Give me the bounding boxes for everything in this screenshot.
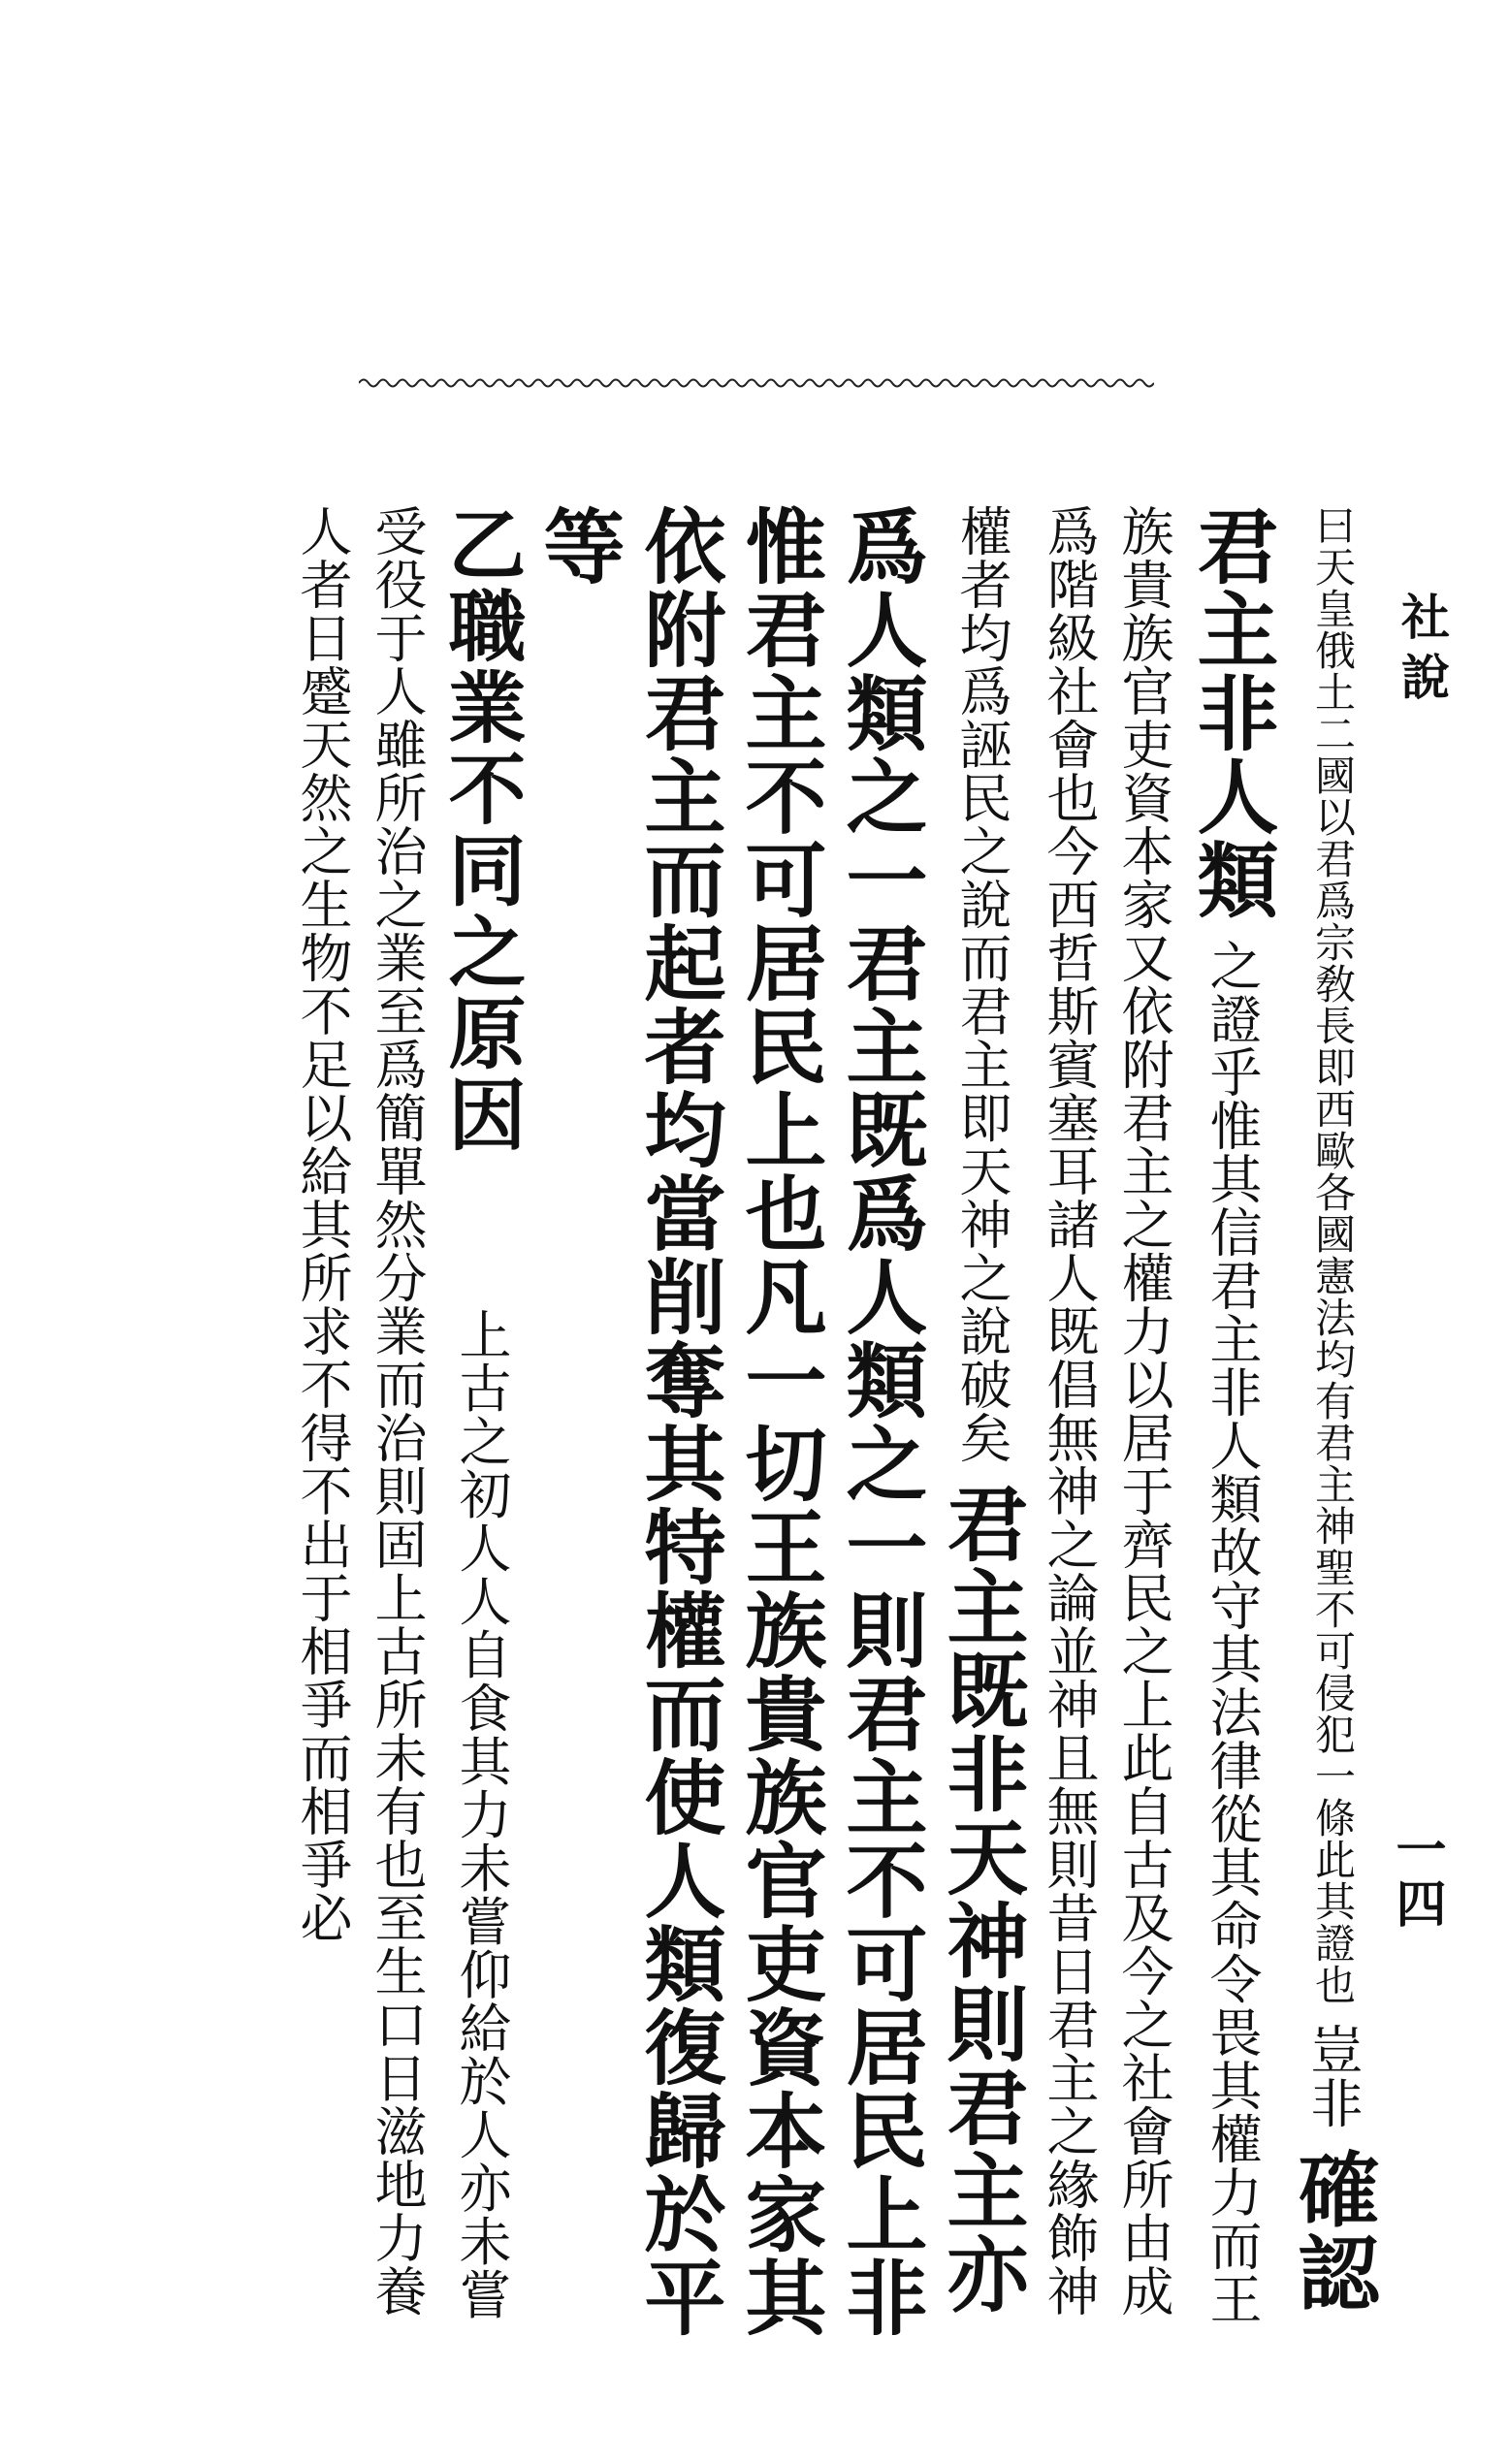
text-run: 之證乎惟其信君主非人類故守其法律從其命令畏其權力而王族貴族官吏資本家又依附君主之權力以居于齊民之上此自古及今之社會所由成爲階級社會也今西哲斯賓塞耳諸人既倡無神之論並神且無則昔日君主之緣飾神權者均爲誣民之說而君主即天神之說破矣 [951, 504, 1263, 2326]
emphasis-run: 確認君主非人類 [1184, 504, 1381, 2315]
page-number: 一四 [1387, 1823, 1446, 1932]
text-run: 豈非 [1302, 2023, 1364, 2130]
annotation-note: 曰天皇俄土二國以君爲宗敎長即西歐各國憲法均有君主神聖不可侵犯一條此其證也 [1309, 504, 1357, 2005]
article-body [122, 504, 1383, 2347]
journal-section-title: 社說 [1394, 592, 1451, 712]
decorative-wavy-rule [359, 376, 1154, 390]
section-heading: 乙職業不同之原因 [435, 504, 527, 1156]
section-heading-paragraph [285, 504, 528, 2347]
emphasis-run: 君主既非天神則君主亦爲人類之一君主既爲人類之一則君主不可居民上非惟君主不可居民上也凡一切王族貴族官吏資本家其依附君主而起者均當削奪其特權而使人類復歸於平等 [530, 504, 1030, 2339]
text-run: 上古之初人人自食其力未嘗仰給於人亦未嘗受役于人雖所治之業至爲簡單然分業而治則固上古所未有也至生口日滋地力養人者日蹙天然之生物不足以給其所求不得不出于相爭而相爭必 [292, 504, 512, 2321]
running-head [1391, 592, 1453, 712]
article-text [528, 504, 1383, 2347]
